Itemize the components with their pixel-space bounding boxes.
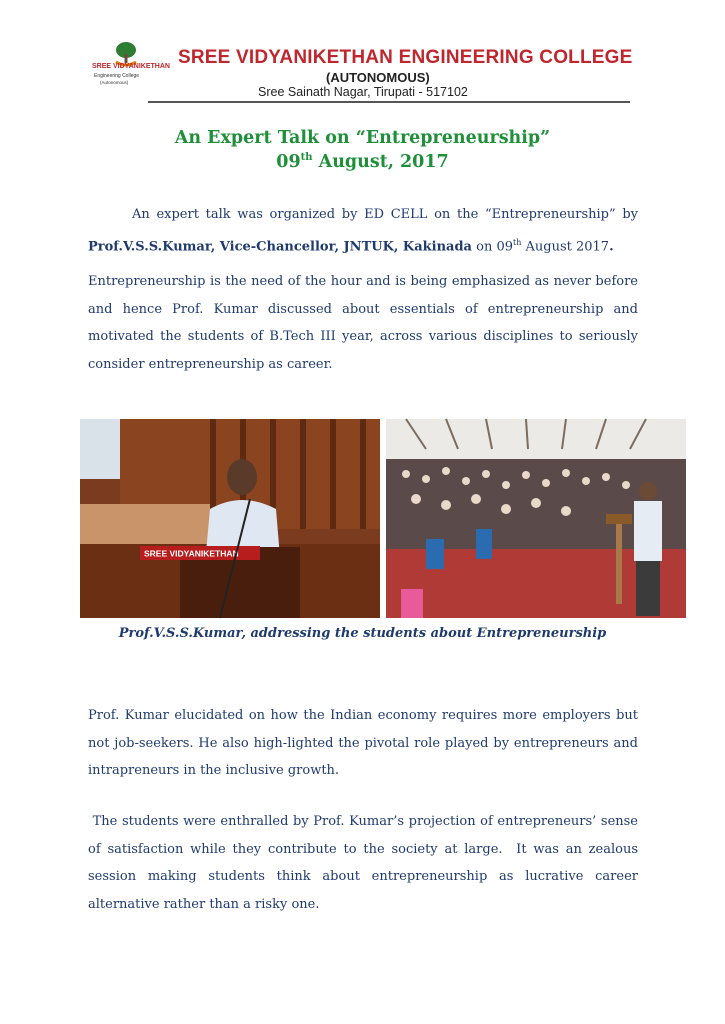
date-suffix: th — [300, 152, 313, 164]
logo-text-sub2: (Autonomous) — [100, 80, 129, 85]
photo-audience — [386, 419, 686, 618]
intro-date: August 2017 — [521, 238, 610, 254]
speaker-name: Prof.V.S.S.Kumar, Vice-Chancellor, JNTUK, Kakinada — [88, 238, 472, 254]
date-rest: August, 2017 — [312, 152, 449, 172]
header-divider — [148, 101, 630, 103]
photo-speaker — [80, 419, 380, 618]
body-paragraph-3: Prof. Kumar elucidated on how the Indian economy requires more employers but not job-seekers. He also high-lighted the pivotal role played by entrepreneurs and intrapreneurs in the inclusive growth. — [88, 708, 638, 778]
college-logo — [88, 40, 170, 92]
autonomous-label: (AUTONOMOUS) — [326, 70, 430, 85]
event-date — [0, 152, 725, 172]
logo-text-sub: Engineering College — [94, 73, 140, 79]
body-paragraph-2: Entrepreneurship is the need of the hour and is being emphasized as never before and hence Prof. Kumar discussed about essentials of entrepreneurship and motivated the students of B.Tech III year, across various disciplines to seriously consider entrepreneurship as career. — [88, 274, 638, 372]
logo-text-top: SREE VIDYANIKETHAN — [92, 63, 170, 70]
intro-end: . — [609, 238, 614, 254]
body-paragraph-4: The students were enthralled by Prof. Kumar’s projection of entrepreneurs’ sense of satisfaction while they contribute to the society at large. It was an zealous session making students think about entrepreneurship as lucrative career alternative rather than a risky one. — [88, 814, 643, 912]
podium-label: SREE VIDYANIKETHAN — [144, 548, 239, 559]
intro-lead: An expert talk was organized by ED CELL on the “Entrepreneurship” by — [132, 207, 638, 222]
date-day: 09 — [276, 152, 301, 172]
photo-caption: Prof.V.S.S.Kumar, addressing the students about Entrepreneurship — [118, 626, 607, 641]
intro-date-suffix: th — [513, 237, 522, 247]
college-address: Sree Sainath Nagar, Tirupati - 517102 — [258, 85, 468, 99]
intro-on: on 09 — [471, 238, 513, 254]
page-title: An Expert Talk on “Entrepreneurship” — [174, 128, 551, 148]
intro-paragraph — [88, 201, 638, 260]
college-name: SREE VIDYANIKETHAN ENGINEERING COLLEGE — [178, 47, 633, 68]
